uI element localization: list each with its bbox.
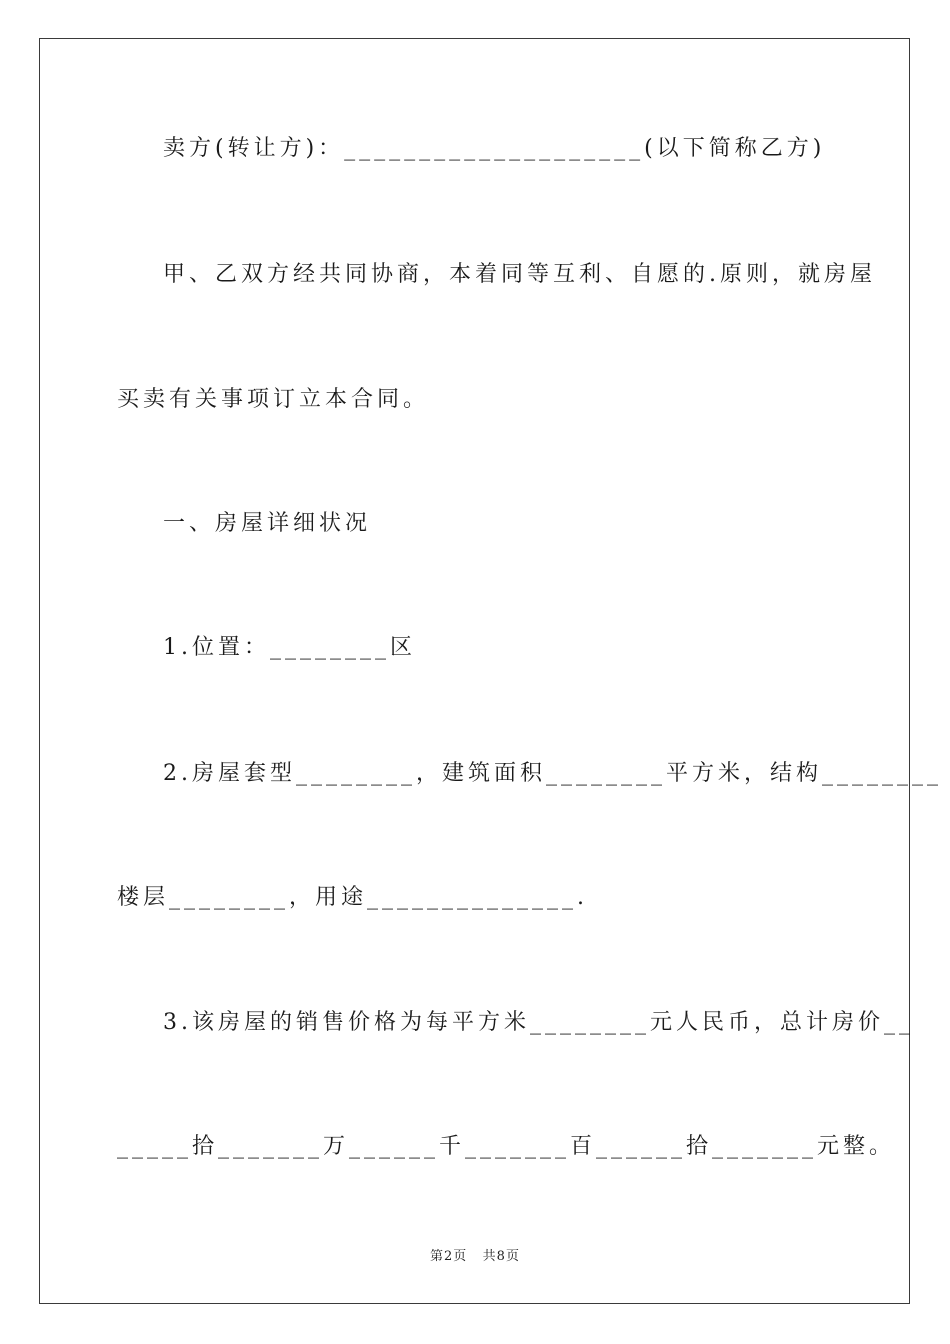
clause-price-line-2: _____拾_______万______千_______百______拾_______元整。 xyxy=(117,1134,896,1159)
clause-house-type-line-1: 2.房屋套型________，建筑面积________平方米，结构________ xyxy=(163,761,942,786)
page-border xyxy=(39,38,910,1304)
clause-price-line-1: 3.该房屋的销售价格为每平方米________元人民币，总计房价__ xyxy=(163,1010,914,1035)
clause-house-type-line-2: 楼层________，用途______________. xyxy=(117,885,588,910)
agreement-paragraph-line-1: 甲、乙双方经共同协商，本着同等互利、自愿的.原则，就房屋 xyxy=(163,262,876,287)
agreement-paragraph-line-2: 买卖有关事项订立本合同。 xyxy=(117,387,430,412)
clause-location: 1.位置：________区 xyxy=(163,635,416,660)
page-number-footer: 第2页 共8页 xyxy=(430,1249,520,1264)
seller-line: 卖方(转让方)：____________________(以下简称乙方) xyxy=(163,136,826,161)
section-heading-house-details: 一、房屋详细状况 xyxy=(163,511,372,536)
